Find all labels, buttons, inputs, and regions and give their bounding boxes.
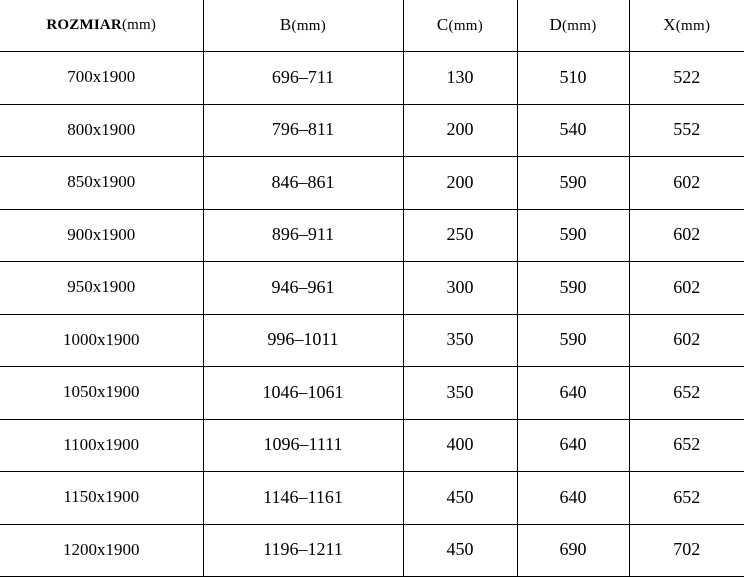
cell-x: 602 [629, 262, 744, 315]
cell-x: 652 [629, 367, 744, 420]
table-row [0, 52, 744, 105]
cell-b: 1146–1161 [203, 472, 403, 525]
cell-c: 450 [403, 524, 517, 577]
cell-d: 590 [517, 262, 629, 315]
column-header-d [517, 0, 629, 52]
column-header-x-unit: (mm) [675, 18, 711, 35]
cell-c: 200 [403, 157, 517, 210]
column-header-b [203, 0, 403, 52]
table-row [0, 367, 744, 420]
cell-x: 602 [629, 314, 744, 367]
cell-size: 1150x1900 [0, 472, 203, 525]
table-row [0, 524, 744, 577]
cell-x: 652 [629, 472, 744, 525]
column-header-x [629, 0, 744, 52]
cell-d: 590 [517, 157, 629, 210]
cell-d: 590 [517, 209, 629, 262]
cell-x: 652 [629, 419, 744, 472]
header-row [0, 0, 744, 52]
column-header-rozmiar-label: ROZMIAR [46, 17, 122, 34]
column-header-x-label: X [663, 15, 676, 35]
cell-size: 1050x1900 [0, 367, 203, 420]
cell-size: 800x1900 [0, 104, 203, 157]
column-header-b-unit: (mm) [291, 18, 327, 35]
column-header-rozmiar-unit: (mm) [121, 17, 157, 34]
cell-size: 1000x1900 [0, 314, 203, 367]
cell-d: 640 [517, 472, 629, 525]
cell-size: 1200x1900 [0, 524, 203, 577]
cell-d: 640 [517, 419, 629, 472]
cell-c: 400 [403, 419, 517, 472]
cell-b: 796–811 [203, 104, 403, 157]
cell-size: 900x1900 [0, 209, 203, 262]
table-body [0, 52, 744, 577]
cell-c: 200 [403, 104, 517, 157]
cell-d: 540 [517, 104, 629, 157]
cell-d: 510 [517, 52, 629, 105]
cell-d: 690 [517, 524, 629, 577]
cell-b: 696–711 [203, 52, 403, 105]
cell-b: 1196–1211 [203, 524, 403, 577]
column-header-rozmiar [0, 0, 203, 52]
table-row [0, 262, 744, 315]
column-header-c-unit: (mm) [448, 18, 484, 35]
cell-b: 1046–1061 [203, 367, 403, 420]
cell-b: 996–1011 [203, 314, 403, 367]
cell-d: 590 [517, 314, 629, 367]
cell-c: 350 [403, 367, 517, 420]
cell-size: 850x1900 [0, 157, 203, 210]
cell-x: 602 [629, 157, 744, 210]
column-header-c-label: C [436, 15, 449, 35]
cell-x: 522 [629, 52, 744, 105]
table-row [0, 209, 744, 262]
cell-size: 700x1900 [0, 52, 203, 105]
cell-x: 552 [629, 104, 744, 157]
cell-b: 946–961 [203, 262, 403, 315]
cell-c: 450 [403, 472, 517, 525]
cell-c: 130 [403, 52, 517, 105]
cell-size: 1100x1900 [0, 419, 203, 472]
table-row [0, 157, 744, 210]
cell-c: 350 [403, 314, 517, 367]
cell-c: 300 [403, 262, 517, 315]
cell-c: 250 [403, 209, 517, 262]
table-row [0, 419, 744, 472]
column-header-b-label: B [279, 15, 292, 35]
cell-b: 846–861 [203, 157, 403, 210]
table-row [0, 314, 744, 367]
cell-size: 950x1900 [0, 262, 203, 315]
cell-x: 702 [629, 524, 744, 577]
table-row [0, 104, 744, 157]
table-header [0, 0, 744, 52]
column-header-d-unit: (mm) [562, 18, 597, 35]
cell-b: 1096–1111 [203, 419, 403, 472]
column-header-c [403, 0, 517, 52]
column-header-d-label: D [549, 15, 563, 35]
cell-d: 640 [517, 367, 629, 420]
cell-b: 896–911 [203, 209, 403, 262]
table-row [0, 472, 744, 525]
cell-x: 602 [629, 209, 744, 262]
